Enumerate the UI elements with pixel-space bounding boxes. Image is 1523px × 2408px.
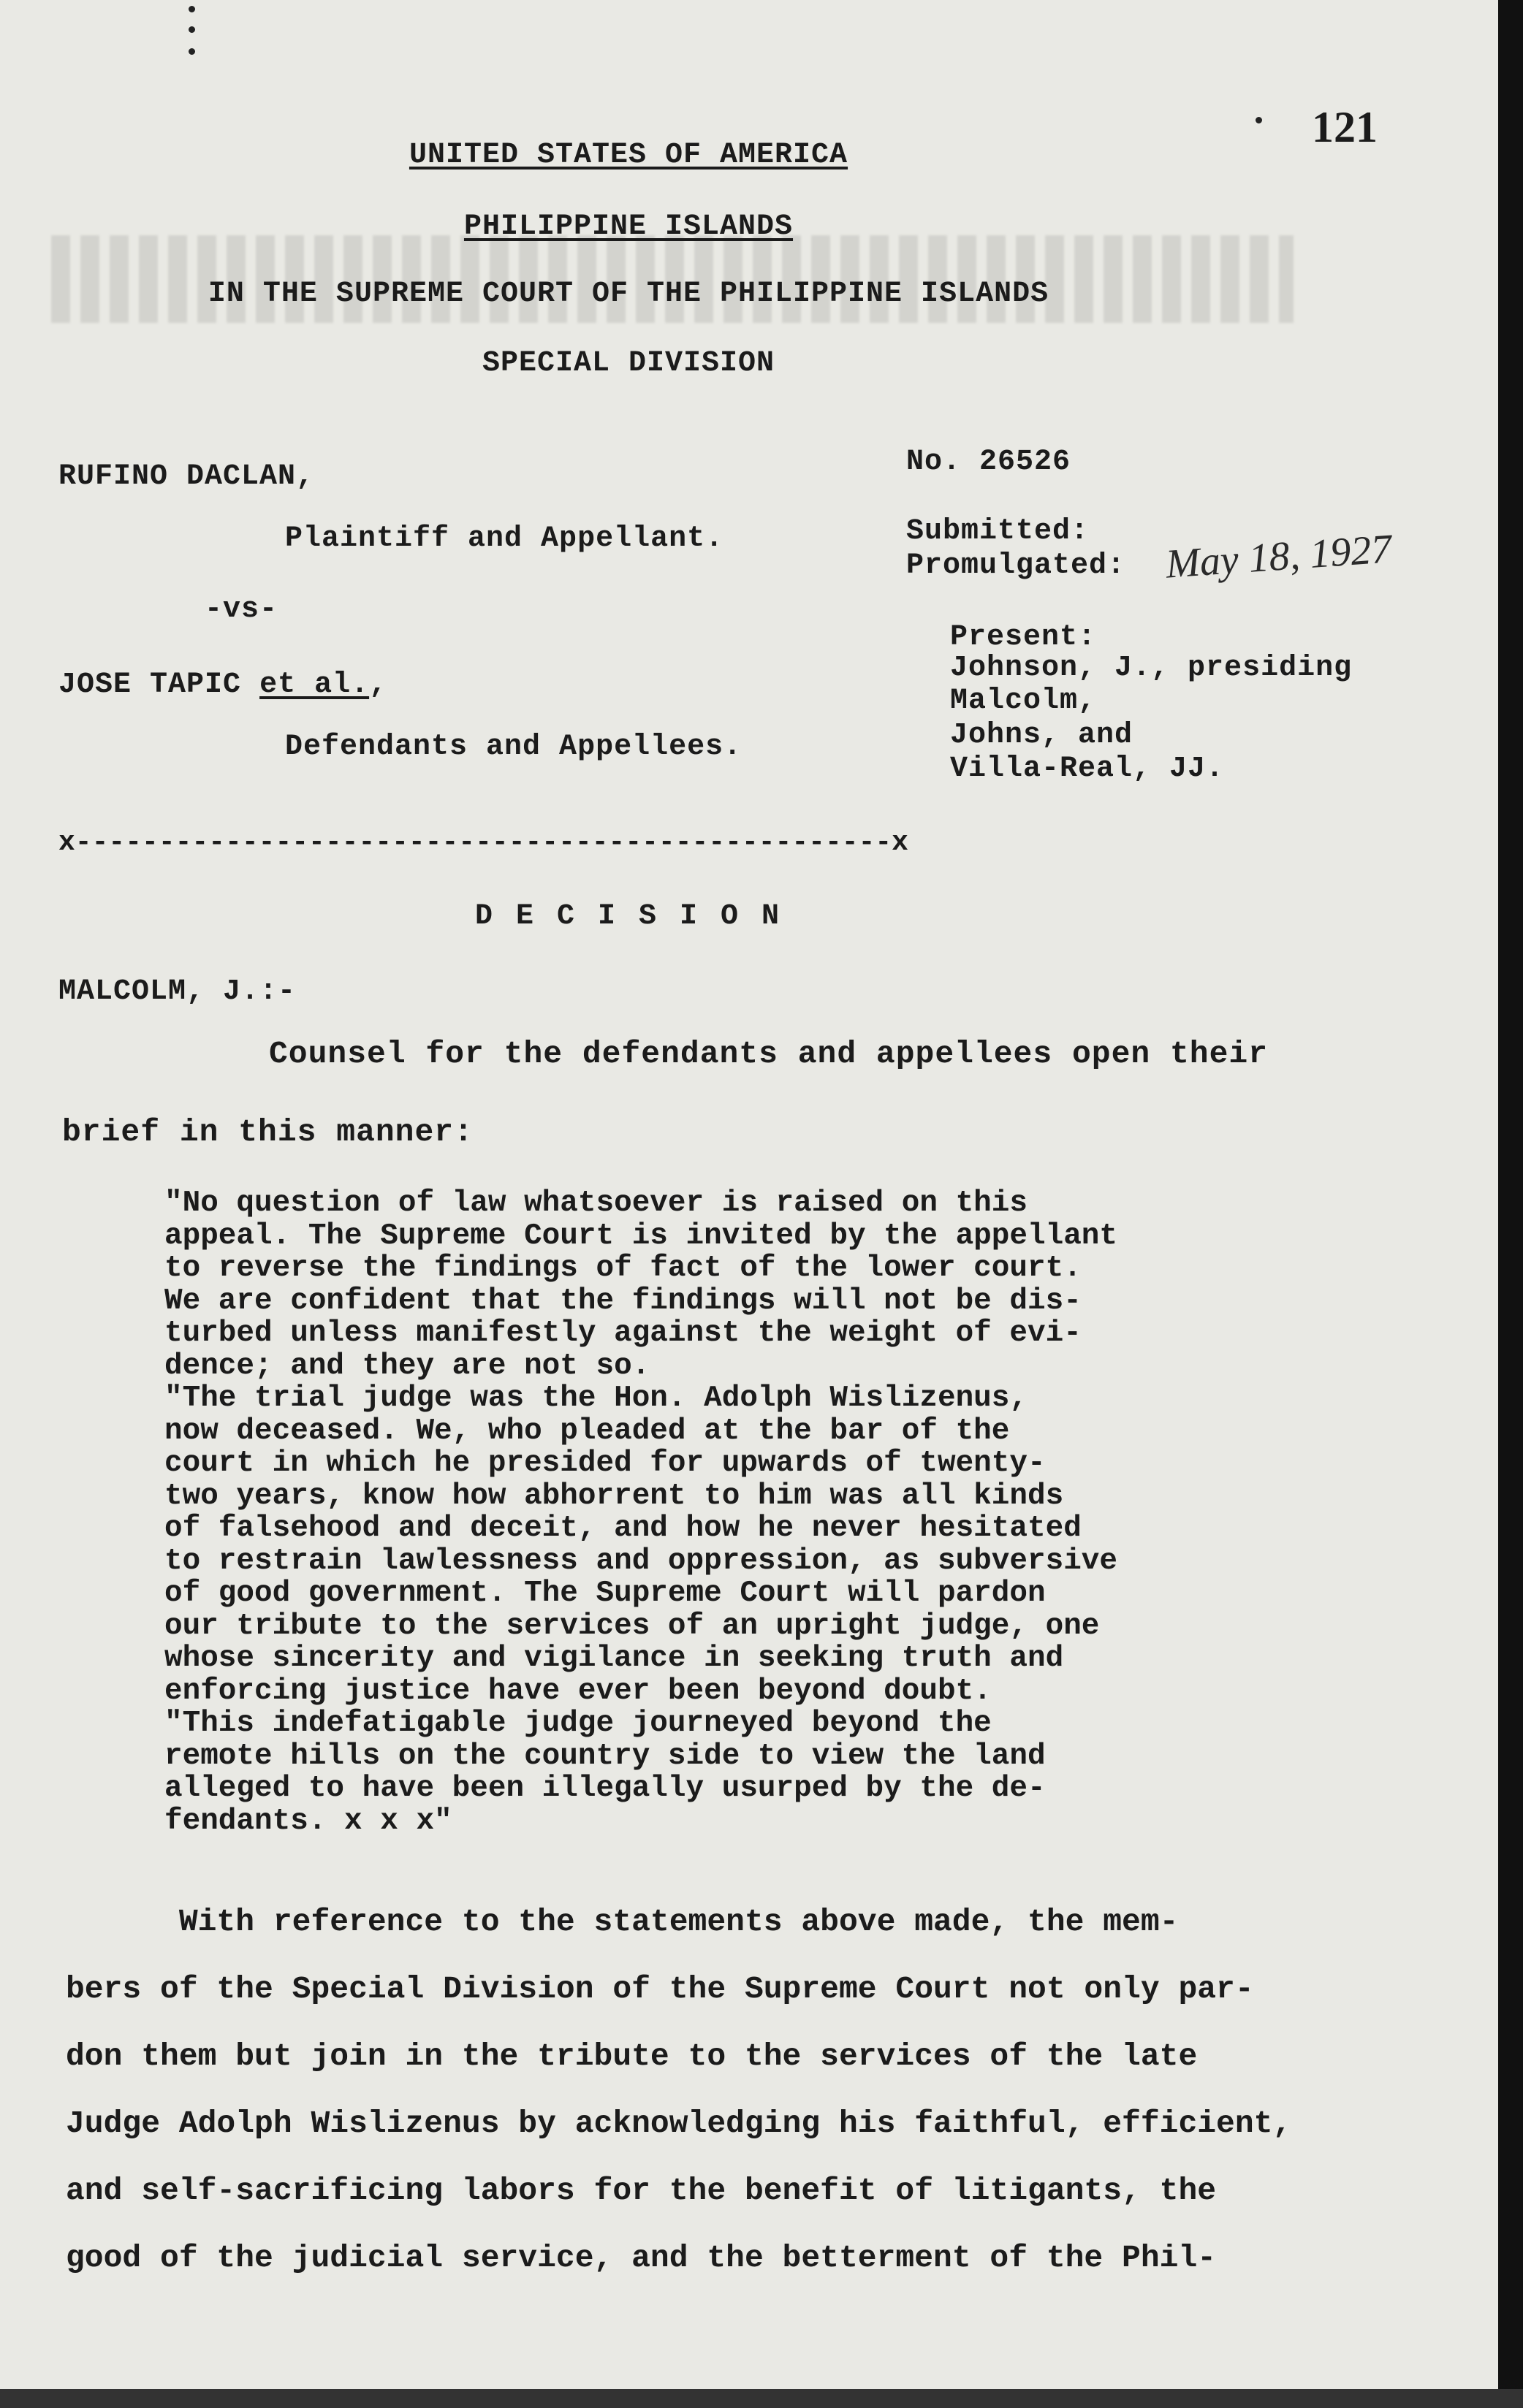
- case-number: No. 26526: [906, 446, 1071, 479]
- defendant-role: Defendants and Appellees.: [285, 731, 742, 763]
- header-court: IN THE SUPREME COURT OF THE PHILIPPINE ISLANDS: [208, 278, 1049, 310]
- quote-line: "This indefatigable judge journeyed beyond the: [164, 1707, 992, 1740]
- header-islands: PHILIPPINE ISLANDS: [463, 210, 794, 243]
- punch-dot: [189, 26, 195, 33]
- scan-footer-strip: [0, 2389, 1523, 2408]
- defendant-surname: JOSE TAPIC: [58, 668, 242, 701]
- body-line: and self-sacrificing labors for the benefit of litigants, the: [66, 2173, 1217, 2209]
- justice-villa-real: Villa-Real, JJ.: [950, 752, 1225, 785]
- decision-body: [66, 1889, 1454, 2292]
- page-number: 121: [1312, 103, 1378, 151]
- quote-line: to reverse the findings of fact of the lower court.: [164, 1251, 1082, 1285]
- punch-dot: [189, 48, 195, 55]
- body-line: Judge Adolph Wislizenus by acknowledging his faithful, efficient,: [66, 2106, 1292, 2141]
- decision-author: MALCOLM, J.:-: [58, 975, 297, 1008]
- defendant-name: [58, 668, 387, 701]
- justice-malcolm: Malcolm,: [950, 685, 1097, 717]
- quote-line: whose sincerity and vigilance in seeking truth and: [164, 1642, 1064, 1675]
- header-country: UNITED STATES OF AMERICA: [409, 139, 848, 172]
- punch-dot: [1256, 117, 1262, 123]
- submitted-label: Submitted:: [906, 515, 1090, 548]
- justice-johnson: Johnson, J., presiding: [950, 652, 1353, 685]
- quote-line: court in which he presided for upwards of twenty-: [164, 1447, 1046, 1480]
- plaintiff-name: RUFINO DACLAN,: [58, 460, 315, 493]
- plaintiff-role: Plaintiff and Appellant.: [285, 522, 724, 555]
- quote-line: to restrain lawlessness and oppression, as subversive: [164, 1544, 1118, 1578]
- caption-divider: x-------------------------------------------------x: [58, 827, 908, 858]
- quote-line: enforcing justice have ever been beyond doubt.: [164, 1674, 992, 1708]
- quote-line: now deceased. We, who pleaded at the bar of the: [164, 1414, 1010, 1448]
- quote-line: turbed unless manifestly against the weight of evi-: [164, 1317, 1082, 1350]
- scan-edge: [1498, 0, 1523, 2408]
- quote-line: fendants. x x x": [164, 1804, 452, 1838]
- intro-line-1: Counsel for the defendants and appellees open their: [269, 1036, 1269, 1072]
- justice-johns: Johns, and: [950, 719, 1133, 752]
- quote-line: alleged to have been illegally usurped by the de-: [164, 1772, 1046, 1805]
- quote-line: our tribute to the services of an upright judge, one: [164, 1609, 1100, 1643]
- promulgated-label: Promulgated:: [906, 549, 1126, 582]
- punch-dot: [189, 6, 195, 12]
- quoted-brief: [164, 1187, 1290, 1837]
- versus: -vs-: [205, 593, 278, 626]
- header-division: SPECIAL DIVISION: [482, 347, 775, 380]
- quote-line: two years, know how abhorrent to him was all kinds: [164, 1479, 1064, 1513]
- body-line: don them but join in the tribute to the services of the late: [66, 2038, 1198, 2074]
- present-label: Present:: [950, 621, 1097, 654]
- quote-line: of good government. The Supreme Court will pardon: [164, 1577, 1046, 1610]
- body-line: good of the judicial service, and the betterment of the Phil-: [66, 2240, 1217, 2276]
- body-line: With reference to the statements above made, the mem-: [66, 1904, 1179, 1940]
- defendant-comma: ,: [369, 668, 388, 701]
- quote-line: dence; and they are not so.: [164, 1349, 650, 1383]
- quote-line: appeal. The Supreme Court is invited by the appellant: [164, 1219, 1118, 1253]
- body-line: bers of the Special Division of the Supreme Court not only par-: [66, 1971, 1254, 2007]
- quote-line: We are confident that the findings will not be dis-: [164, 1284, 1082, 1318]
- quote-line: remote hills on the country side to view the land: [164, 1739, 1046, 1773]
- decision-title: D E C I S I O N: [474, 900, 783, 933]
- defendant-et-al: et al.: [259, 668, 370, 701]
- quote-line: of falsehood and deceit, and how he never hesitated: [164, 1512, 1082, 1545]
- promulgated-date-handwritten: May 18, 1927: [1164, 526, 1394, 587]
- intro-line-2: brief in this manner:: [62, 1114, 474, 1150]
- quote-line: "The trial judge was the Hon. Adolph Wislizenus,: [164, 1382, 1028, 1415]
- quote-line: "No question of law whatsoever is raised on this: [164, 1186, 1028, 1220]
